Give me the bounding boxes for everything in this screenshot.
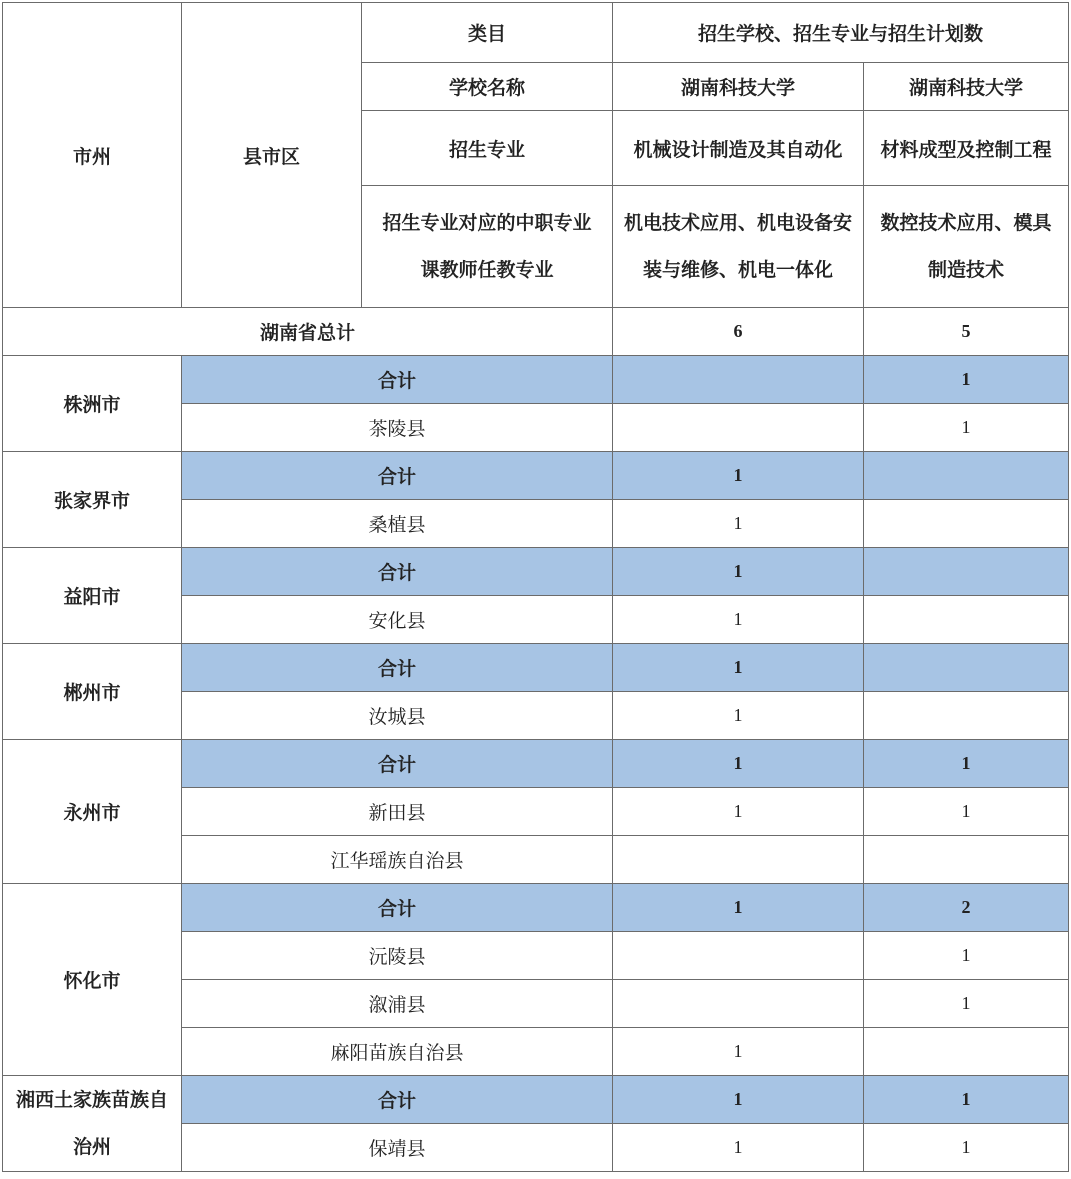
summary-value-1: 1: [613, 884, 864, 932]
summary-value-1: 1: [613, 452, 864, 500]
city-name: [3, 1076, 182, 1172]
county-name: 江华瑶族自治县: [182, 836, 613, 884]
county-name: 安化县: [182, 596, 613, 644]
city-name: 益阳市: [3, 548, 182, 644]
city-summary-row: [3, 356, 1069, 404]
county-value-2: [864, 692, 1069, 740]
county-name: 汝城县: [182, 692, 613, 740]
province-total-value-2: 5: [864, 308, 1069, 356]
city-summary-row: [3, 548, 1069, 596]
city-name: 永州市: [3, 740, 182, 884]
county-value-2: [864, 836, 1069, 884]
county-value-2: [864, 596, 1069, 644]
summary-value-1: 1: [613, 1076, 864, 1124]
county-value-2: 1: [864, 404, 1069, 452]
summary-value-2: 2: [864, 884, 1069, 932]
city-summary-row: [3, 740, 1069, 788]
teacher-major-2-line2: 制造技术: [928, 258, 1005, 281]
county-value-2: 1: [864, 932, 1069, 980]
summary-value-1: [613, 356, 864, 404]
teacher-major-2-line1: 数控技术应用、模具: [880, 211, 1052, 234]
major-2: 材料成型及控制工程: [864, 111, 1069, 186]
summary-label: 合计: [182, 356, 613, 404]
major-label: 招生专业: [362, 111, 613, 186]
summary-value-2: [864, 548, 1069, 596]
teacher-major-1-line2: 装与维修、机电一体化: [642, 258, 833, 281]
county-value-1: 1: [613, 1028, 864, 1076]
county-value-1: 1: [613, 500, 864, 548]
county-value-2: 1: [864, 788, 1069, 836]
summary-value-2: 1: [864, 356, 1069, 404]
teacher-major-label: [362, 186, 613, 308]
county-name: 桑植县: [182, 500, 613, 548]
summary-value-2: 1: [864, 740, 1069, 788]
summary-label: 合计: [182, 644, 613, 692]
city-summary-row: [3, 452, 1069, 500]
city-name: 张家界市: [3, 452, 182, 548]
summary-value-1: 1: [613, 740, 864, 788]
summary-label: 合计: [182, 884, 613, 932]
county-value-1: [613, 980, 864, 1028]
county-value-2: 1: [864, 1124, 1069, 1172]
teacher-major-label-line2: 课教师任教专业: [420, 258, 554, 281]
category-value: 招生学校、招生专业与招生计划数: [613, 3, 1069, 63]
city-name-line1: 湘西土家族苗族自: [15, 1088, 168, 1111]
school-label: 学校名称: [362, 63, 613, 111]
enrollment-plan-table: [2, 2, 1069, 1172]
county-value-2: 1: [864, 980, 1069, 1028]
county-name: 麻阳苗族自治县: [182, 1028, 613, 1076]
major-1: 机械设计制造及其自动化: [613, 111, 864, 186]
teacher-major-2: [864, 186, 1069, 308]
header-row-category: [3, 3, 1069, 63]
county-name: 保靖县: [182, 1124, 613, 1172]
summary-value-2: [864, 644, 1069, 692]
city-name-line2: 治州: [72, 1135, 111, 1158]
county-value-2: [864, 1028, 1069, 1076]
summary-value-1: 1: [613, 644, 864, 692]
teacher-major-1-line1: 机电技术应用、机电设备安: [623, 211, 852, 234]
county-column-header: 县市区: [182, 3, 362, 308]
province-total-row: [3, 308, 1069, 356]
summary-label: 合计: [182, 548, 613, 596]
summary-label: 合计: [182, 452, 613, 500]
city-name: 郴州市: [3, 644, 182, 740]
county-name: 沅陵县: [182, 932, 613, 980]
county-value-1: [613, 836, 864, 884]
county-name: 新田县: [182, 788, 613, 836]
county-value-1: 1: [613, 1124, 864, 1172]
county-name: 茶陵县: [182, 404, 613, 452]
school-2: 湖南科技大学: [864, 63, 1069, 111]
city-summary-row: [3, 884, 1069, 932]
summary-label: 合计: [182, 740, 613, 788]
summary-value-1: 1: [613, 548, 864, 596]
province-total-value-1: 6: [613, 308, 864, 356]
city-summary-row: [3, 644, 1069, 692]
province-total-label: 湖南省总计: [3, 308, 613, 356]
city-summary-row: [3, 1076, 1069, 1124]
summary-label: 合计: [182, 1076, 613, 1124]
summary-value-2: 1: [864, 1076, 1069, 1124]
teacher-major-label-line1: 招生专业对应的中职专业: [382, 211, 592, 234]
city-name: 怀化市: [3, 884, 182, 1076]
county-value-2: [864, 500, 1069, 548]
summary-value-2: [864, 452, 1069, 500]
county-name: 溆浦县: [182, 980, 613, 1028]
county-value-1: 1: [613, 692, 864, 740]
county-value-1: 1: [613, 788, 864, 836]
county-value-1: [613, 404, 864, 452]
city-name: 株洲市: [3, 356, 182, 452]
county-value-1: 1: [613, 596, 864, 644]
county-value-1: [613, 932, 864, 980]
school-1: 湖南科技大学: [613, 63, 864, 111]
category-label: 类目: [362, 3, 613, 63]
teacher-major-1: [613, 186, 864, 308]
city-column-header: 市州: [3, 3, 182, 308]
